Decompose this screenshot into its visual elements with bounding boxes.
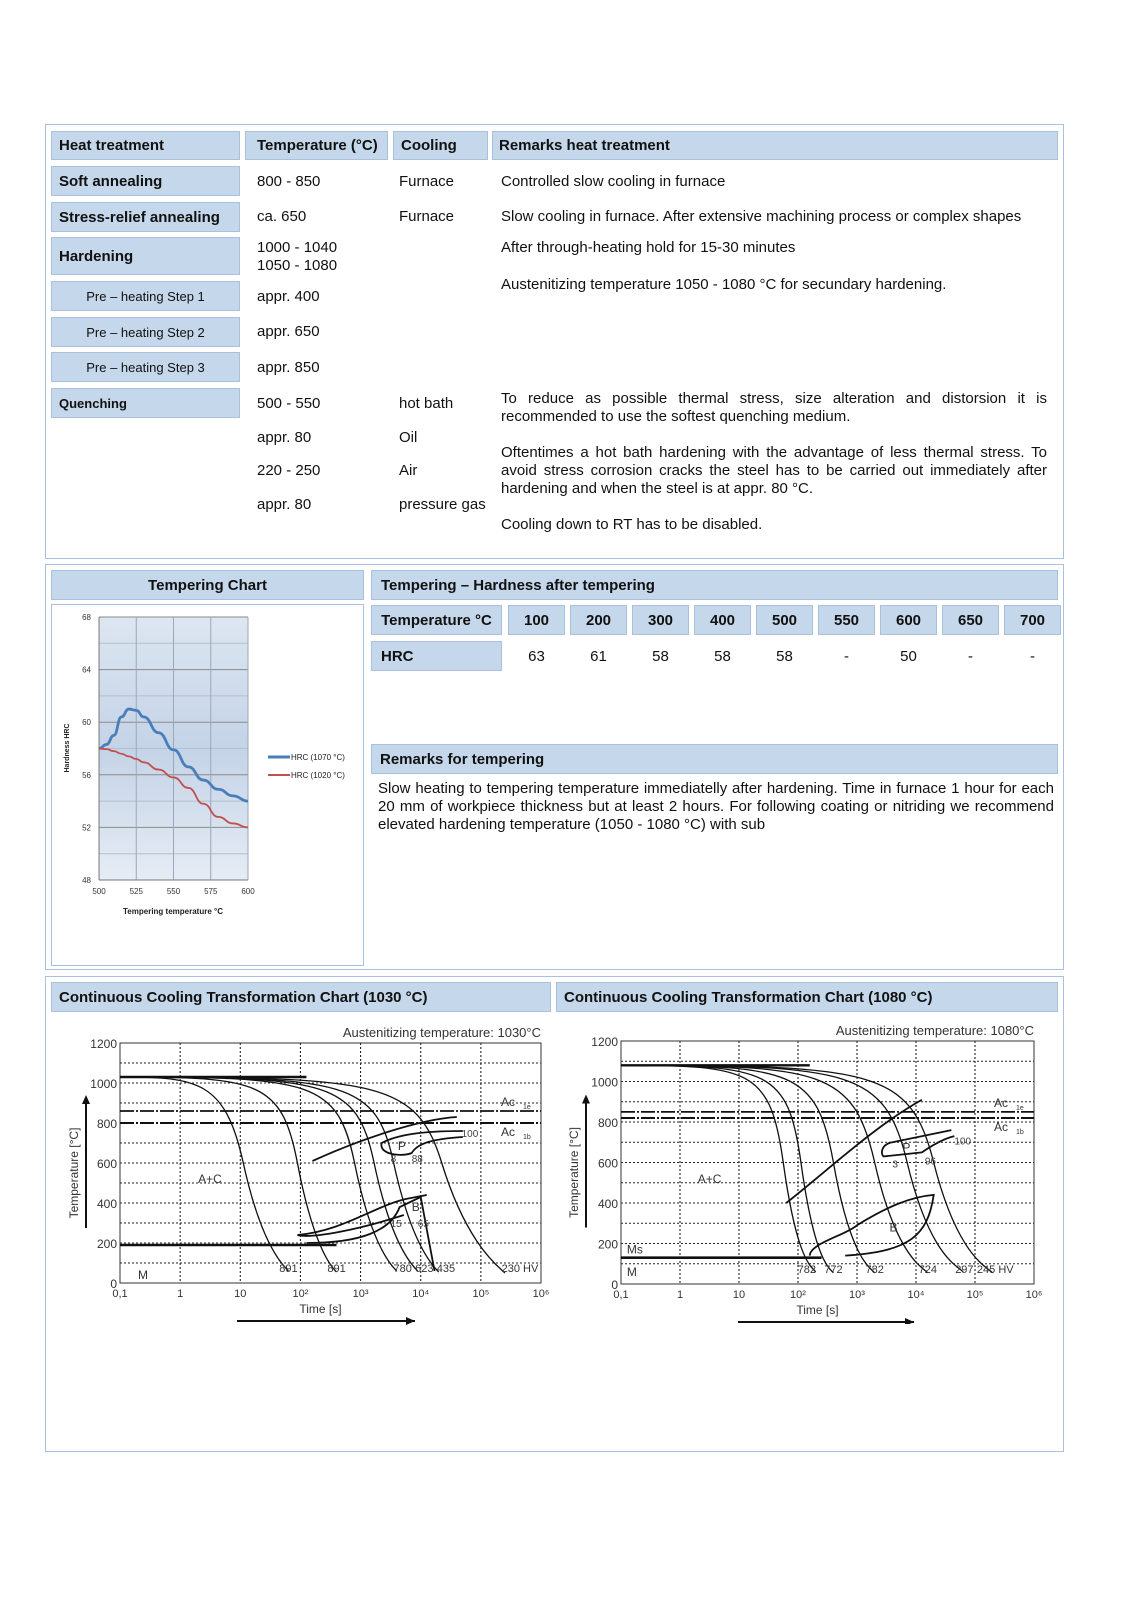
hardness-label: 782 bbox=[797, 1263, 817, 1276]
temp-quench-gas: appr. 80 bbox=[257, 496, 312, 513]
cooling-curve bbox=[120, 1077, 397, 1271]
cooling-curve bbox=[621, 1065, 993, 1273]
temp-col-200: 200 bbox=[570, 605, 627, 635]
x-tick-label: 1 bbox=[177, 1288, 184, 1300]
hardness-label: 782 bbox=[865, 1263, 884, 1276]
row-preheat-3: Pre – heating Step 3 bbox=[51, 352, 240, 382]
x-tick-label: 1 bbox=[676, 1289, 684, 1301]
transformation-label: 65 bbox=[417, 1219, 429, 1230]
hardness-label: 780 bbox=[393, 1263, 412, 1275]
y-tick-label: 800 bbox=[96, 1117, 117, 1131]
temp-row-label: Temperature °C bbox=[371, 605, 502, 635]
hrc-value: - bbox=[1030, 648, 1035, 665]
region-label: M bbox=[626, 1264, 637, 1279]
x-axis-label: Time [s] bbox=[299, 1302, 342, 1316]
cooling-curve bbox=[621, 1065, 816, 1272]
hrc-value: 50 bbox=[900, 648, 917, 665]
x-tick-label: 600 bbox=[241, 887, 255, 896]
x-tick-label: 0,1 bbox=[613, 1289, 629, 1301]
transformation-label: 88 bbox=[411, 1154, 423, 1165]
cooling-oil: Oil bbox=[399, 429, 418, 446]
tempering-chart-title: Tempering Chart bbox=[51, 570, 364, 600]
temp-quench-air: 220 - 250 bbox=[257, 462, 321, 479]
temp-col-100: 100 bbox=[508, 605, 565, 635]
y-tick-label: 200 bbox=[96, 1237, 117, 1251]
remark-quench-3: Cooling down to RT has to be disabled. bbox=[501, 516, 763, 533]
y-tick-label: 1000 bbox=[90, 1077, 117, 1091]
x-tick-label: 575 bbox=[204, 887, 218, 896]
x-tick-label: 10⁵ bbox=[966, 1289, 984, 1301]
temp-hardening-1: 1000 - 1040 bbox=[257, 239, 338, 256]
tempering-chart bbox=[52, 605, 363, 965]
transformation-label: 96 bbox=[924, 1156, 936, 1168]
legend-label: HRC (1020 °C) bbox=[291, 771, 345, 780]
y-tick-label: 64 bbox=[82, 665, 91, 675]
ac1b-label: Ac bbox=[501, 1125, 516, 1139]
y-tick-label: 52 bbox=[82, 823, 91, 833]
x-tick-label: 10⁴ bbox=[907, 1289, 925, 1301]
region-label: B bbox=[889, 1220, 898, 1235]
y-tick-label: 48 bbox=[82, 876, 91, 885]
y-axis-label: Temperature [°C] bbox=[67, 1127, 81, 1219]
remark-quench-1: To reduce as possible thermal stress, size alteration and distorsion it is recommended to use the softest quenching medium. bbox=[501, 390, 1047, 425]
region-label: B bbox=[411, 1200, 420, 1214]
y-tick-label: 60 bbox=[82, 718, 91, 728]
cooling-curve bbox=[120, 1077, 439, 1272]
cooling-curve bbox=[621, 1065, 928, 1273]
hardness-label: 245 HV bbox=[976, 1263, 1014, 1276]
hardness-label: 891 bbox=[327, 1263, 346, 1275]
temp-col-300: 300 bbox=[632, 605, 689, 635]
x-axis-label: Time [s] bbox=[796, 1303, 839, 1317]
temp-col-700: 700 bbox=[1004, 605, 1061, 635]
ac1e-subscript: 1e bbox=[1016, 1104, 1024, 1112]
header-cooling: Cooling bbox=[393, 131, 488, 160]
remark-quench-2: Oftentimes a hot bath hardening with the advantage of less thermal stress. To avoid stress corrosion cracks the steel has to be carried out immediately after hardening and when the steel is at appr. 80 °C. bbox=[501, 444, 1047, 497]
x-tick-label: 10² bbox=[790, 1289, 806, 1301]
hrc-value: 58 bbox=[714, 648, 731, 665]
remark-soft-annealing: Controlled slow cooling in furnace bbox=[501, 173, 726, 190]
cct-chart-1030 bbox=[60, 1018, 555, 1328]
y-tick-label: 68 bbox=[82, 613, 91, 622]
x-tick-label: 10⁶ bbox=[1025, 1289, 1043, 1301]
y-tick-label: 800 bbox=[597, 1116, 618, 1130]
x-tick-label: 10⁶ bbox=[532, 1288, 550, 1300]
tempering-remarks-text: Slow heating to tempering temperature immediatelly after hardening. Time in furnace 1 hour for each 20 mm of workpiece thickness but at least 2 hours. For following coating or nitriding we recommend elevated hardening temperature (1050 - 1080 °C) with sub bbox=[378, 780, 1054, 833]
x-tick-label: 0,1 bbox=[112, 1288, 128, 1300]
temp-stress-relief: ca. 650 bbox=[257, 208, 307, 225]
hrc-value: 63 bbox=[528, 648, 545, 665]
temp-col-600: 600 bbox=[880, 605, 937, 635]
row-soft-annealing: Soft annealing bbox=[51, 166, 240, 196]
header-temperature: Temperature (°C) bbox=[245, 131, 388, 160]
x-tick-label: 550 bbox=[166, 887, 181, 896]
hrc-value: 61 bbox=[590, 648, 607, 665]
hrc-value: 58 bbox=[776, 648, 793, 665]
region-label: A+C bbox=[198, 1172, 222, 1186]
chart-subtitle: Austenitizing temperature: 1080°C bbox=[835, 1023, 1034, 1038]
temp-col-400: 400 bbox=[694, 605, 751, 635]
cooling-stress-relief: Furnace bbox=[399, 208, 455, 225]
ac1b-label: Ac bbox=[994, 1119, 1009, 1134]
y-tick-label: 1200 bbox=[90, 1037, 117, 1051]
cooling-pressure-gas: pressure gas bbox=[399, 496, 486, 513]
transformation-label: 100 bbox=[461, 1129, 479, 1140]
y-tick-label: 200 bbox=[597, 1237, 618, 1252]
ac1e-label: Ac bbox=[501, 1095, 516, 1109]
hardness-label: 297 bbox=[955, 1263, 974, 1276]
cooling-curve bbox=[621, 1065, 963, 1272]
temp-preheat-3: appr. 850 bbox=[257, 359, 320, 376]
hrc-row-label: HRC bbox=[371, 641, 502, 671]
row-stress-relief: Stress-relief annealing bbox=[51, 202, 240, 232]
ac1b-subscript: 1b bbox=[1016, 1128, 1024, 1136]
hardness-label: 724 bbox=[918, 1263, 937, 1276]
ac1e-label: Ac bbox=[994, 1095, 1009, 1110]
cooling-air: Air bbox=[399, 462, 418, 479]
cct-1030-title: Continuous Cooling Transformation Chart (1030 °C) bbox=[51, 982, 551, 1012]
temp-col-650: 650 bbox=[942, 605, 999, 635]
temp-quench-oil: appr. 80 bbox=[257, 429, 312, 446]
remark-stress-relief: Slow cooling in furnace. After extensive machining process or complex shapes bbox=[501, 208, 1022, 225]
x-tick-label: 10 bbox=[732, 1289, 746, 1301]
bainite-region bbox=[810, 1195, 934, 1256]
x-tick-label: 10² bbox=[292, 1288, 309, 1300]
y-tick-label: 0 bbox=[110, 1277, 117, 1291]
y-tick-label: 400 bbox=[96, 1197, 117, 1211]
legend-label: HRC (1070 °C) bbox=[291, 753, 345, 762]
region-label: A+C bbox=[697, 1171, 722, 1186]
tempering-remarks-title: Remarks for tempering bbox=[371, 744, 1058, 774]
y-tick-label: 400 bbox=[597, 1197, 618, 1211]
ac1b-subscript: 1b bbox=[523, 1134, 531, 1141]
row-quenching: Quenching bbox=[51, 388, 240, 418]
temp-soft-annealing: 800 - 850 bbox=[257, 173, 321, 190]
y-tick-label: 600 bbox=[597, 1156, 618, 1171]
x-tick-label: 10⁴ bbox=[412, 1288, 430, 1300]
cct-chart-1080 bbox=[560, 1014, 1055, 1324]
temp-arrow-head bbox=[82, 1095, 90, 1104]
cooling-quenching: hot bath bbox=[399, 395, 454, 412]
hardness-label: 891 bbox=[279, 1263, 298, 1275]
y-tick-label: 56 bbox=[82, 770, 91, 780]
y-tick-label: 0 bbox=[611, 1278, 618, 1292]
y-tick-label: 1000 bbox=[591, 1075, 618, 1090]
temp-col-550: 550 bbox=[818, 605, 875, 635]
row-preheat-2: Pre – heating Step 2 bbox=[51, 317, 240, 347]
tempering-table-title: Tempering – Hardness after tempering bbox=[371, 570, 1058, 600]
hrc-value: - bbox=[844, 648, 849, 665]
x-tick-label: 10³ bbox=[849, 1289, 865, 1301]
hardness-label: 435 bbox=[436, 1263, 456, 1275]
ac1e-subscript: 1e bbox=[523, 1104, 531, 1111]
temp-hardening-2: 1050 - 1080 bbox=[257, 257, 338, 274]
transformation-label: 3 bbox=[892, 1159, 898, 1171]
chart-subtitle: Austenitizing temperature: 1030°C bbox=[342, 1025, 541, 1040]
y-tick-label: 1200 bbox=[591, 1035, 618, 1049]
y-axis-label: Temperature [°C] bbox=[567, 1127, 581, 1218]
cooling-curve bbox=[621, 1065, 875, 1273]
remark-hardening: After through-heating hold for 15-30 minutes bbox=[501, 239, 796, 256]
hardness-label: 230 HV bbox=[501, 1263, 539, 1275]
region-label: M bbox=[138, 1268, 149, 1282]
region-label: P bbox=[397, 1139, 406, 1153]
region-label: Ms bbox=[626, 1242, 643, 1257]
time-arrow-head bbox=[406, 1317, 415, 1325]
x-tick-label: 10³ bbox=[352, 1288, 369, 1300]
cct-1080-title: Continuous Cooling Transformation Chart (1080 °C) bbox=[556, 982, 1058, 1012]
header-heat-treatment: Heat treatment bbox=[51, 131, 240, 160]
transformation-label: 100 bbox=[954, 1136, 972, 1148]
x-tick-label: 525 bbox=[129, 887, 143, 896]
y-axis-label: Hardness HRC bbox=[64, 723, 71, 773]
cooling-curve bbox=[621, 1065, 833, 1273]
temp-quenching: 500 - 550 bbox=[257, 395, 321, 412]
row-preheat-1: Pre – heating Step 1 bbox=[51, 281, 240, 311]
temp-preheat-1: appr. 400 bbox=[257, 288, 320, 305]
x-axis-label: Tempering temperature °C bbox=[123, 907, 223, 916]
pearlite-nose bbox=[882, 1130, 954, 1156]
remark-austenitizing: Austenitizing temperature 1050 - 1080 °C for secundary hardening. bbox=[501, 276, 947, 293]
y-tick-label: 600 bbox=[96, 1157, 117, 1171]
temp-arrow-head bbox=[582, 1095, 590, 1104]
transformation-label: 15 bbox=[390, 1219, 402, 1230]
header-remarks: Remarks heat treatment bbox=[492, 131, 1058, 160]
hardness-label: 623 bbox=[415, 1263, 434, 1275]
region-label: P bbox=[902, 1140, 911, 1155]
hardness-label: 772 bbox=[824, 1263, 843, 1276]
hrc-value: 58 bbox=[652, 648, 669, 665]
temp-col-500: 500 bbox=[756, 605, 813, 635]
cooling-soft-annealing: Furnace bbox=[399, 173, 455, 190]
temp-preheat-2: appr. 650 bbox=[257, 323, 320, 340]
hrc-value: - bbox=[968, 648, 973, 665]
x-tick-label: 500 bbox=[92, 887, 106, 896]
row-hardening: Hardening bbox=[51, 237, 240, 275]
x-tick-label: 10⁵ bbox=[472, 1288, 490, 1300]
x-tick-label: 10 bbox=[234, 1288, 247, 1300]
transformation-label: 8 bbox=[390, 1154, 397, 1165]
